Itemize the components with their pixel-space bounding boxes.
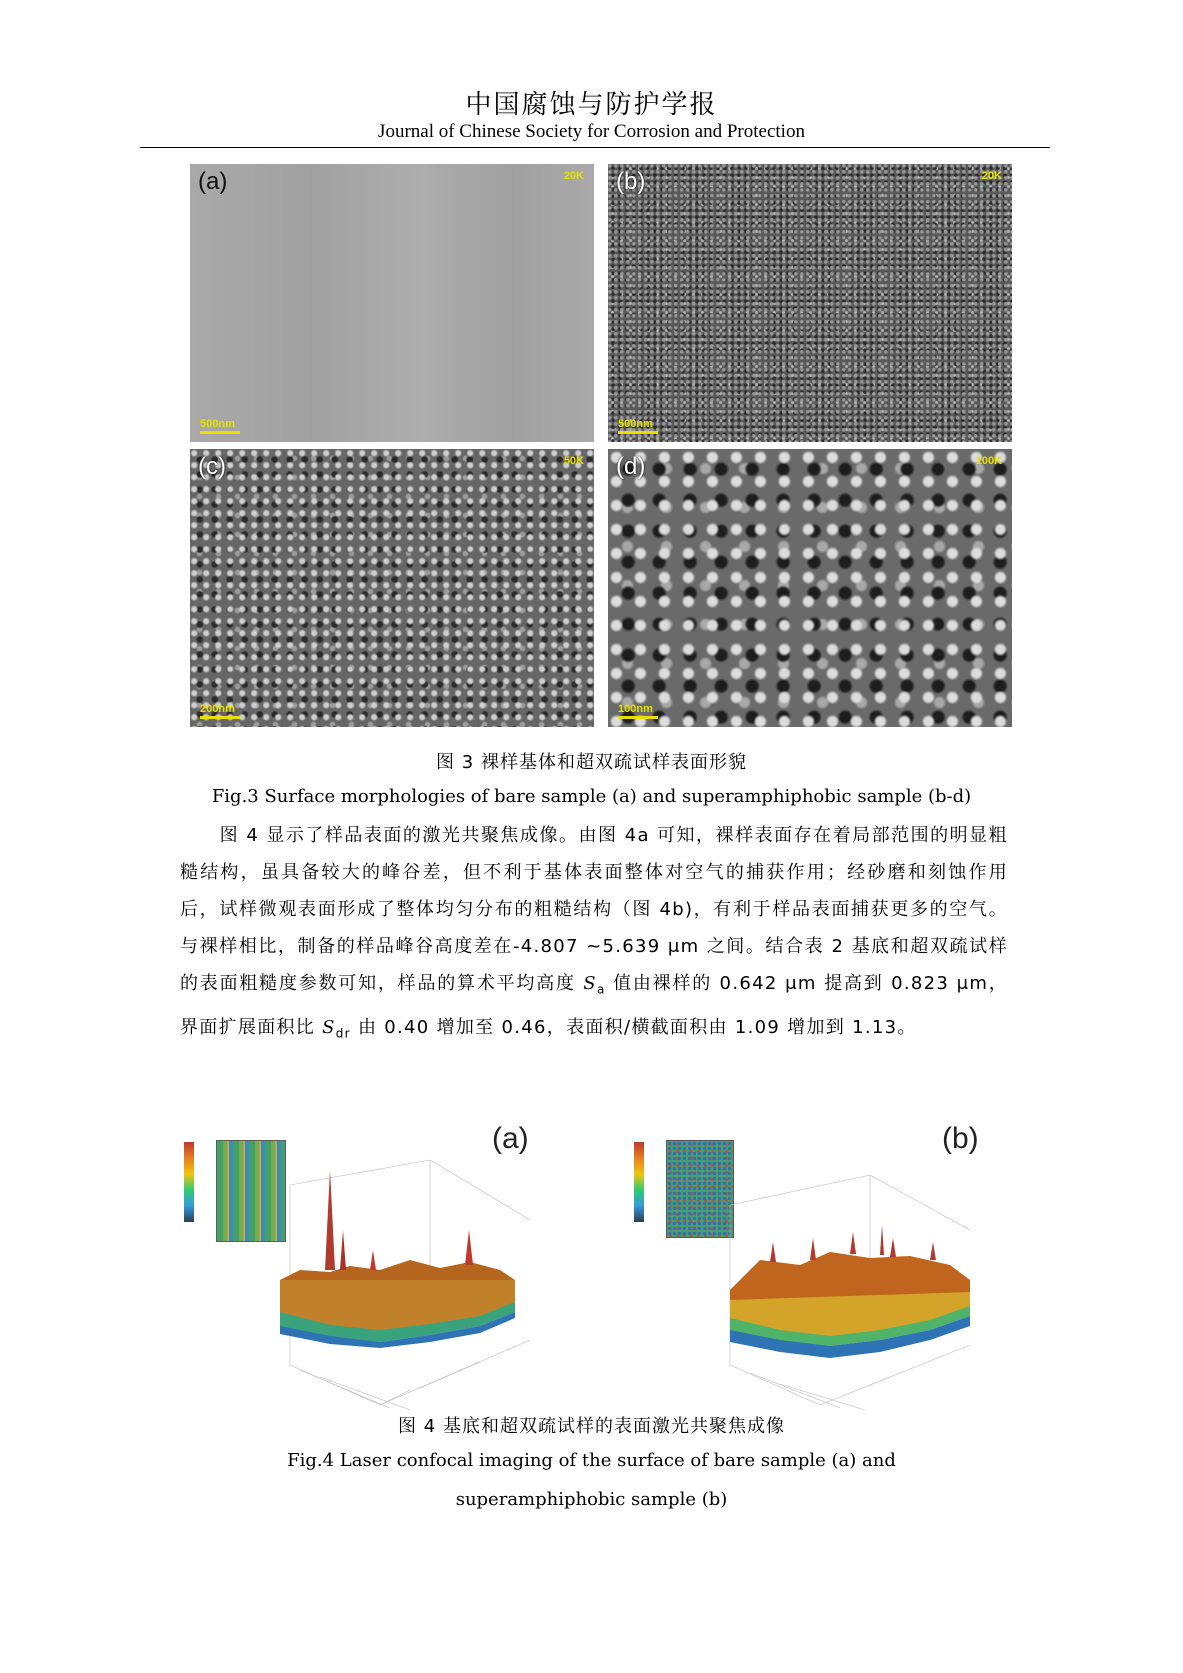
header-divider	[140, 147, 1050, 148]
sem-panel-b	[608, 164, 1012, 442]
scale-bar-b	[618, 431, 658, 434]
sem-image-c	[190, 449, 594, 727]
confocal-panel-b	[630, 1122, 1010, 1415]
scale-bar-c	[200, 716, 240, 719]
magnification-c: 50K	[563, 455, 584, 467]
sem-panel-d	[608, 449, 1012, 727]
surface-plot-a	[180, 1130, 560, 1415]
scale-bar-d	[618, 716, 658, 719]
body-paragraph	[180, 817, 1008, 1052]
fig4-caption-cn: 图 4 基底和超双疏试样的表面激光共聚焦成像	[398, 1416, 785, 1437]
sa-subscript: a	[596, 982, 606, 997]
paragraph-part-1: 图 4 显示了样品表面的激光共聚焦成像。由图 4a 可知，裸样表面存在着局部范围的明显粗糙结构，虽具备较大的峰谷差，但不利于基体表面整体对空气的捕获作用；经砂磨和刻蚀作用后，试样微观表面形成了整体均匀分布的粗糙结构（图 4b)，有利于样品表面捕获更多的空气。与裸样相比，制备的样品峰谷高度差在-4.807 ~5.639 μm 之间。结合表 2 基底和超双疏试样的表面粗糙度参数可知，样品的算术平均高度	[180, 825, 1008, 994]
paragraph-part-2: 值由裸样的 0.642 μm 提高到 0.823 μm，界面扩展面积比	[180, 973, 1008, 1038]
fig3-caption-en: Fig.3 Surface morphologies of bare sample (a) and superamphiphobic sample (b-d)	[211, 786, 972, 807]
panel-label-b: (b)	[616, 168, 646, 195]
sdr-subscript: dr	[335, 1026, 351, 1041]
fig4-caption-en-line2: superamphiphobic sample (b)	[455, 1489, 728, 1510]
fig3-caption-cn: 图 3 裸样基体和超双疏试样表面形貌	[436, 752, 747, 773]
journal-title-en: Journal of Chinese Society for Corrosion and Protection	[378, 121, 805, 142]
scale-text-c: 200nm	[200, 703, 235, 715]
sem-image-a	[190, 164, 594, 442]
sem-image-b	[608, 164, 1012, 442]
panel-label-c: (c)	[198, 453, 226, 480]
paragraph-part-3: 由 0.40 增加至 0.46，表面积/横截面积由 1.09 增加到 1.13。	[350, 1016, 917, 1038]
sa-symbol: S	[583, 973, 597, 994]
fig4-caption-en-line1: Fig.4 Laser confocal imaging of the surface of bare sample (a) and	[287, 1450, 896, 1471]
magnification-b: 20K	[981, 170, 1002, 182]
fig4-label-b: (b)	[942, 1122, 979, 1155]
sdr-symbol: S	[322, 1016, 336, 1038]
panel-label-a: (a)	[198, 168, 228, 195]
sem-image-d	[608, 449, 1012, 727]
journal-title-cn: 中国腐蚀与防护学报	[465, 90, 718, 120]
panel-label-d: (d)	[616, 453, 646, 480]
magnification-a: 20K	[563, 170, 584, 182]
scale-text-b: 500nm	[618, 418, 653, 430]
surface-plot-b	[630, 1130, 1010, 1415]
sem-panel-c	[190, 449, 594, 727]
sem-panel-a	[190, 164, 594, 442]
confocal-panel-a	[180, 1122, 560, 1415]
magnification-d: 100K	[975, 455, 1002, 467]
fig4-label-a: (a)	[492, 1122, 529, 1155]
scale-text-d: 100nm	[618, 703, 653, 715]
scale-text-a: 500nm	[200, 418, 235, 430]
scale-bar-a	[200, 431, 240, 434]
